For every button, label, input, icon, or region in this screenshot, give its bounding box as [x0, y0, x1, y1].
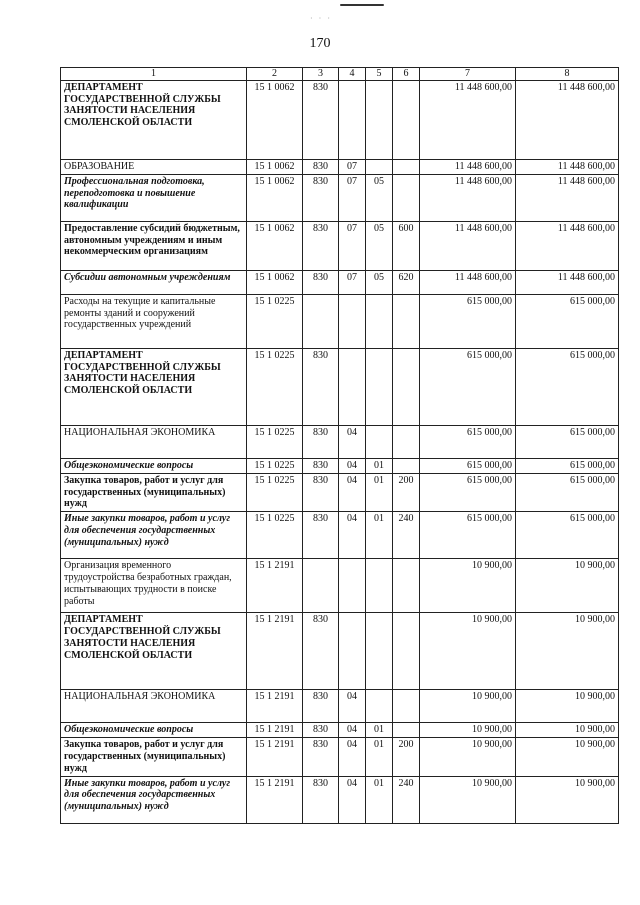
- row-name: Общеэкономические вопросы: [61, 723, 247, 738]
- row-rz: 04: [339, 690, 366, 723]
- row-vr: [393, 159, 420, 174]
- row-sum-1: 615 000,00: [420, 348, 516, 425]
- scan-noise: · · ·: [310, 14, 332, 23]
- row-vr: [393, 348, 420, 425]
- row-ved: 830: [303, 348, 339, 425]
- budget-table: [60, 67, 619, 824]
- table-row: [61, 348, 619, 425]
- row-vr: 620: [393, 270, 420, 294]
- row-pr: 01: [366, 776, 393, 823]
- row-sum-2: 10 900,00: [516, 613, 619, 690]
- row-code: 15 1 2191: [247, 690, 303, 723]
- row-ved: 830: [303, 738, 339, 776]
- row-rz: 07: [339, 221, 366, 270]
- header-col-2: 2: [247, 68, 303, 81]
- row-ved: 830: [303, 174, 339, 221]
- row-rz: 07: [339, 159, 366, 174]
- row-sum-2: 615 000,00: [516, 425, 619, 458]
- header-col-7: 7: [420, 68, 516, 81]
- row-sum-2: 11 448 600,00: [516, 270, 619, 294]
- row-sum-1: 11 448 600,00: [420, 270, 516, 294]
- row-sum-1: 615 000,00: [420, 294, 516, 348]
- table-row: [61, 425, 619, 458]
- row-sum-2: 11 448 600,00: [516, 174, 619, 221]
- row-pr: 05: [366, 174, 393, 221]
- row-pr: [366, 613, 393, 690]
- row-rz: 04: [339, 512, 366, 559]
- row-code: 15 1 0225: [247, 348, 303, 425]
- row-ved: 830: [303, 723, 339, 738]
- row-name: ДЕПАРТАМЕНТ ГОСУДАРСТВЕННОЙ СЛУЖБЫ ЗАНЯТОСТИ НАСЕЛЕНИЯ СМОЛЕНСКОЙ ОБЛАСТИ: [61, 80, 247, 159]
- table-row: [61, 294, 619, 348]
- row-ved: 830: [303, 80, 339, 159]
- row-code: 15 1 2191: [247, 559, 303, 613]
- row-vr: [393, 559, 420, 613]
- row-code: 15 1 0225: [247, 512, 303, 559]
- row-name: ДЕПАРТАМЕНТ ГОСУДАРСТВЕННОЙ СЛУЖБЫ ЗАНЯТОСТИ НАСЕЛЕНИЯ СМОЛЕНСКОЙ ОБЛАСТИ: [61, 348, 247, 425]
- row-ved: 830: [303, 159, 339, 174]
- row-rz: [339, 348, 366, 425]
- table-row: [61, 221, 619, 270]
- row-ved: 830: [303, 776, 339, 823]
- row-ved: 830: [303, 613, 339, 690]
- row-name: Профессиональная подготовка, переподготовка и повышение квалификации: [61, 174, 247, 221]
- header-col-8: 8: [516, 68, 619, 81]
- row-vr: [393, 80, 420, 159]
- row-rz: [339, 80, 366, 159]
- row-sum-2: 10 900,00: [516, 690, 619, 723]
- row-sum-1: 11 448 600,00: [420, 174, 516, 221]
- row-code: 15 1 2191: [247, 776, 303, 823]
- row-sum-1: 615 000,00: [420, 473, 516, 511]
- row-name: Иные закупки товаров, работ и услуг для обеспечения государственных (муниципальных) нужд: [61, 776, 247, 823]
- row-pr: 01: [366, 512, 393, 559]
- row-vr: [393, 458, 420, 473]
- row-ved: 830: [303, 473, 339, 511]
- table-header: [61, 68, 619, 81]
- row-vr: 240: [393, 512, 420, 559]
- row-rz: 04: [339, 776, 366, 823]
- row-sum-2: 615 000,00: [516, 348, 619, 425]
- row-name: ДЕПАРТАМЕНТ ГОСУДАРСТВЕННОЙ СЛУЖБЫ ЗАНЯТОСТИ НАСЕЛЕНИЯ СМОЛЕНСКОЙ ОБЛАСТИ: [61, 613, 247, 690]
- row-sum-1: 10 900,00: [420, 723, 516, 738]
- row-name: Субсидии автономным учреждениям: [61, 270, 247, 294]
- row-code: 15 1 0225: [247, 294, 303, 348]
- row-rz: 07: [339, 174, 366, 221]
- row-name: Закупка товаров, работ и услуг для государственных (муниципальных) нужд: [61, 473, 247, 511]
- page-number: 170: [309, 36, 331, 51]
- row-rz: 04: [339, 425, 366, 458]
- row-sum-1: 10 900,00: [420, 738, 516, 776]
- row-sum-2: 10 900,00: [516, 723, 619, 738]
- header-col-3: 3: [303, 68, 339, 81]
- row-sum-1: 10 900,00: [420, 613, 516, 690]
- row-vr: 200: [393, 738, 420, 776]
- row-pr: 01: [366, 723, 393, 738]
- table-row: [61, 473, 619, 511]
- row-sum-1: 615 000,00: [420, 425, 516, 458]
- table-row: [61, 458, 619, 473]
- row-vr: [393, 613, 420, 690]
- row-sum-2: 11 448 600,00: [516, 159, 619, 174]
- row-pr: 05: [366, 270, 393, 294]
- row-rz: 04: [339, 723, 366, 738]
- row-ved: [303, 559, 339, 613]
- row-rz: 04: [339, 458, 366, 473]
- table-row: [61, 159, 619, 174]
- row-ved: 830: [303, 458, 339, 473]
- row-name: Предоставление субсидий бюджетным, автономным учреждениям и иным некоммерческим организациям: [61, 221, 247, 270]
- row-pr: [366, 294, 393, 348]
- row-name: Организация временного трудоустройства безработных граждан, испытывающих трудности в поиске работы: [61, 559, 247, 613]
- row-sum-2: 615 000,00: [516, 294, 619, 348]
- row-vr: [393, 174, 420, 221]
- table-row: [61, 80, 619, 159]
- header-col-1: 1: [61, 68, 247, 81]
- row-sum-1: 615 000,00: [420, 512, 516, 559]
- row-ved: [303, 294, 339, 348]
- row-name: Иные закупки товаров, работ и услуг для обеспечения государственных (муниципальных) нужд: [61, 512, 247, 559]
- table-row: [61, 559, 619, 613]
- row-name: Расходы на текущие и капитальные ремонты зданий и сооружений государственных учреждений: [61, 294, 247, 348]
- row-sum-2: 615 000,00: [516, 458, 619, 473]
- table-row: [61, 776, 619, 823]
- row-sum-2: 11 448 600,00: [516, 221, 619, 270]
- row-pr: 05: [366, 221, 393, 270]
- table-row: [61, 270, 619, 294]
- row-vr: [393, 723, 420, 738]
- row-vr: [393, 294, 420, 348]
- row-name: НАЦИОНАЛЬНАЯ ЭКОНОМИКА: [61, 690, 247, 723]
- row-ved: 830: [303, 690, 339, 723]
- row-rz: [339, 294, 366, 348]
- row-sum-1: 10 900,00: [420, 776, 516, 823]
- row-pr: 01: [366, 458, 393, 473]
- scan-mark: [340, 4, 384, 6]
- row-code: 15 1 0225: [247, 458, 303, 473]
- row-rz: 04: [339, 738, 366, 776]
- table-row: [61, 512, 619, 559]
- row-sum-1: 11 448 600,00: [420, 221, 516, 270]
- row-code: 15 1 0062: [247, 80, 303, 159]
- table-row: [61, 723, 619, 738]
- table-row: [61, 690, 619, 723]
- table-row: [61, 738, 619, 776]
- table-row: [61, 174, 619, 221]
- row-code: 15 1 0225: [247, 425, 303, 458]
- row-sum-2: 10 900,00: [516, 559, 619, 613]
- row-pr: 01: [366, 473, 393, 511]
- row-sum-1: 11 448 600,00: [420, 159, 516, 174]
- row-name: Закупка товаров, работ и услуг для государственных (муниципальных) нужд: [61, 738, 247, 776]
- row-pr: [366, 690, 393, 723]
- row-ved: 830: [303, 270, 339, 294]
- row-pr: [366, 348, 393, 425]
- table-body: [61, 80, 619, 823]
- row-vr: [393, 425, 420, 458]
- row-sum-2: 615 000,00: [516, 512, 619, 559]
- row-vr: 600: [393, 221, 420, 270]
- row-pr: [366, 559, 393, 613]
- row-code: 15 1 0062: [247, 270, 303, 294]
- row-sum-1: 615 000,00: [420, 458, 516, 473]
- row-sum-1: 11 448 600,00: [420, 80, 516, 159]
- header-col-5: 5: [366, 68, 393, 81]
- row-name: НАЦИОНАЛЬНАЯ ЭКОНОМИКА: [61, 425, 247, 458]
- table-row: [61, 613, 619, 690]
- row-rz: [339, 613, 366, 690]
- row-name: Общеэкономические вопросы: [61, 458, 247, 473]
- row-ved: 830: [303, 512, 339, 559]
- row-sum-2: 11 448 600,00: [516, 80, 619, 159]
- row-pr: [366, 425, 393, 458]
- header-col-4: 4: [339, 68, 366, 81]
- row-code: 15 1 2191: [247, 723, 303, 738]
- row-sum-1: 10 900,00: [420, 559, 516, 613]
- row-rz: [339, 559, 366, 613]
- row-pr: 01: [366, 738, 393, 776]
- row-sum-2: 615 000,00: [516, 473, 619, 511]
- row-ved: 830: [303, 425, 339, 458]
- row-vr: 240: [393, 776, 420, 823]
- header-col-6: 6: [393, 68, 420, 81]
- row-sum-2: 10 900,00: [516, 738, 619, 776]
- row-rz: 04: [339, 473, 366, 511]
- row-pr: [366, 80, 393, 159]
- row-ved: 830: [303, 221, 339, 270]
- row-code: 15 1 2191: [247, 613, 303, 690]
- row-code: 15 1 0062: [247, 159, 303, 174]
- row-code: 15 1 0062: [247, 221, 303, 270]
- row-sum-2: 10 900,00: [516, 776, 619, 823]
- row-vr: [393, 690, 420, 723]
- row-code: 15 1 0062: [247, 174, 303, 221]
- row-code: 15 1 2191: [247, 738, 303, 776]
- row-code: 15 1 0225: [247, 473, 303, 511]
- row-vr: 200: [393, 473, 420, 511]
- header-row: [61, 68, 619, 81]
- row-rz: 07: [339, 270, 366, 294]
- row-name: ОБРАЗОВАНИЕ: [61, 159, 247, 174]
- row-pr: [366, 159, 393, 174]
- row-sum-1: 10 900,00: [420, 690, 516, 723]
